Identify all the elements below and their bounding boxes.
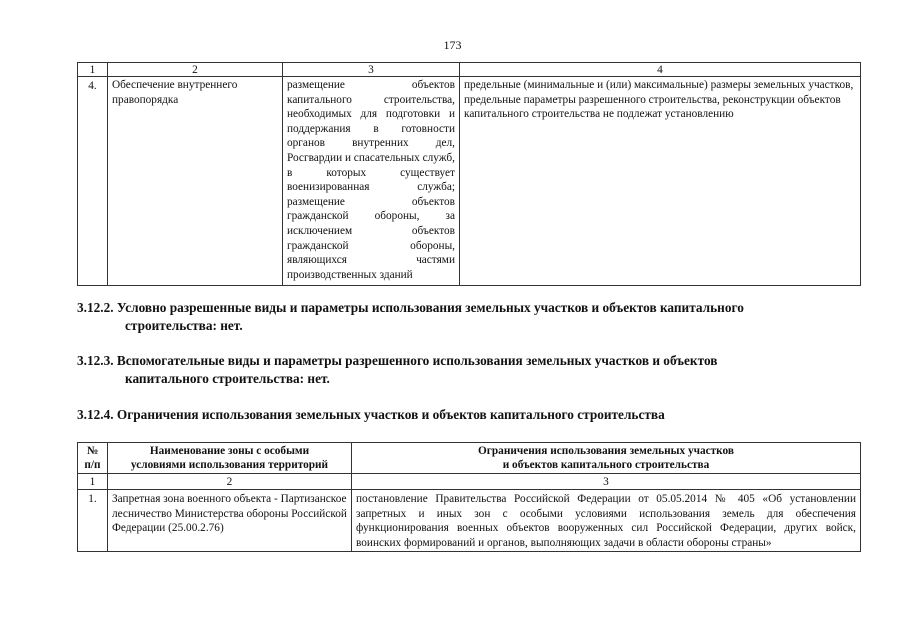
section-3-12-2-heading [77, 299, 867, 335]
row-number: 4. [78, 77, 108, 286]
section-number: 3.12.4. [77, 407, 114, 422]
use-type-name: Обеспечение внутреннего правопорядка [108, 77, 283, 286]
section-text: Условно разрешенные виды и параметры использования земельных участков и объектов капитального [116, 300, 744, 315]
header-text: п/п [84, 458, 101, 471]
use-type-description: размещение объектов капитального строительства, необходимых для подготовки и поддержания в готовности органов внутренних дел, Росгвардии и спасательных служб, в которых существует военизированная служба; размещение объектов гражданской обороны, за исключением объектов гражданской обороны, являющихся частями производственных зданий [283, 77, 460, 286]
restrictions-table [77, 442, 861, 552]
row-number: 1. [78, 490, 108, 552]
column-number: 4 [460, 63, 861, 77]
restriction-text: постановление Правительства Российской Федерации от 05.05.2014 № 405 «Об установлении запретных и иных зон с особыми условиями использования земель для обеспечения функционирования военных объектов вооруженных сил Российской Федерации, других войск, воинских формирований и органов, выполняющих задачи в области обороны страны» [352, 490, 861, 552]
column-number: 1 [78, 63, 108, 77]
header-text: и объектов капитального строительства [502, 458, 710, 471]
header-text: условиями использования территорий [130, 458, 329, 471]
section-3-12-3-heading [77, 352, 867, 388]
table-row [78, 77, 861, 286]
page-number: 173 [443, 38, 462, 52]
header-zone-name [108, 443, 352, 474]
table-row [78, 490, 861, 552]
column-number: 1 [78, 474, 108, 490]
column-number-row [78, 474, 861, 490]
section-text-continued: строительства: нет. [125, 318, 243, 333]
column-number: 2 [108, 474, 352, 490]
header-text: Наименование зоны с особыми [149, 445, 310, 457]
section-text: Ограничения использования земельных участков и объектов капитального строительства [116, 407, 665, 422]
section-number: 3.12.2. [77, 300, 114, 315]
header-text: № [86, 445, 99, 457]
section-text: Вспомогательные виды и параметры разрешенного использования земельных участков и объектов [116, 353, 718, 368]
header-number [78, 443, 108, 474]
column-number: 2 [108, 63, 283, 77]
header-restrictions [352, 443, 861, 474]
header-text: Ограничения использования земельных участков [477, 445, 735, 457]
column-number: 3 [283, 63, 460, 77]
column-number-row [78, 63, 861, 77]
use-type-parameters: предельные (минимальные и (или) максимальные) размеры земельных участков, предельные параметры разрешенного строительства, реконструкции объектов капитального строительства не подлежат установлению [460, 77, 861, 286]
header-row [78, 443, 861, 474]
zone-name: Запретная зона военного объекта - Партизанское лесничество Министерства обороны Российской Федерации (25.00.2.76) [108, 490, 352, 552]
permitted-uses-table [77, 62, 861, 286]
column-number: 3 [352, 474, 861, 490]
section-number: 3.12.3. [77, 353, 114, 368]
section-text-continued: капитального строительства: нет. [125, 371, 330, 386]
section-3-12-4-heading [77, 406, 867, 424]
